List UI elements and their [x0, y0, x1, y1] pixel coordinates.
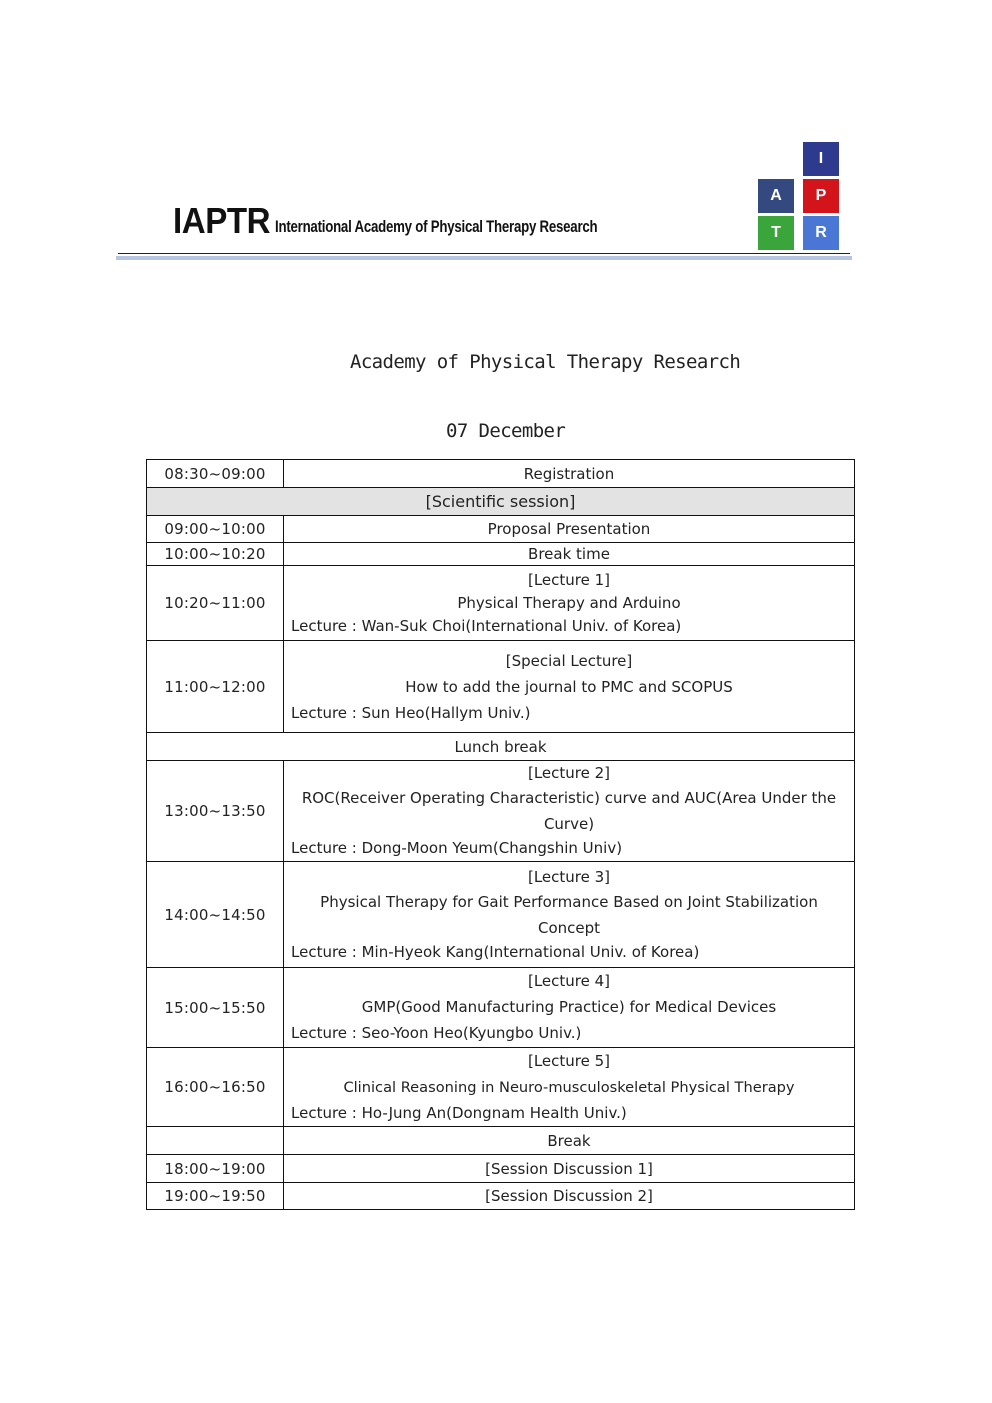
session-title: Registration — [523, 464, 615, 483]
content-cell — [284, 641, 855, 733]
session-title: [Session Discussion 1] — [485, 1159, 653, 1178]
content-cell — [284, 862, 855, 968]
logo-tile-r: R — [803, 216, 839, 250]
lecturer: Lecture : Sun Heo(Hallym Univ.) — [291, 703, 531, 722]
lecturer: Lecture : Dong-Moon Yeum(Changshin Univ) — [291, 839, 623, 857]
table-row — [147, 1127, 855, 1155]
content-cell — [284, 1155, 855, 1183]
time-cell — [147, 1127, 284, 1155]
table-row — [147, 733, 855, 761]
document-title: Academy of Physical Therapy Research — [350, 351, 741, 373]
content-cell — [284, 968, 855, 1048]
time-cell: 14:00~14:50 — [147, 862, 284, 968]
table-row — [147, 516, 855, 543]
content-cell — [284, 1048, 855, 1127]
table-row — [147, 761, 855, 862]
session-title: Break — [547, 1131, 591, 1150]
lecture-topic: Physical Therapy and Arduino — [457, 593, 681, 612]
table-row — [147, 641, 855, 733]
content-cell — [284, 543, 855, 566]
lecturer: Lecture : Ho-Jung An(Dongnam Health Univ.) — [291, 1103, 627, 1122]
content-cell — [284, 566, 855, 641]
logo-tile-p: P — [803, 179, 839, 213]
time-cell: 09:00~10:00 — [147, 516, 284, 543]
table-row — [147, 862, 855, 968]
lunch-break-cell: Lunch break — [147, 733, 855, 761]
table-row — [147, 1155, 855, 1183]
time-cell: 08:30~09:00 — [147, 460, 284, 488]
time-cell: 10:20~11:00 — [147, 566, 284, 641]
brand-header — [173, 198, 688, 240]
session-title: Break time — [528, 545, 610, 563]
logo-tile-t: T — [758, 216, 794, 250]
logo-tile-i: I — [803, 142, 839, 176]
table-row — [147, 566, 855, 641]
time-cell: 10:00~10:20 — [147, 543, 284, 566]
session-title: Proposal Presentation — [487, 520, 651, 538]
time-cell: 19:00~19:50 — [147, 1183, 284, 1210]
header-divider-accent — [116, 256, 852, 260]
time-cell: 11:00~12:00 — [147, 641, 284, 733]
lecturer: Lecture : Wan-Suk Choi(International Univ. of Korea) — [291, 616, 682, 635]
lecture-topic: How to add the journal to PMC and SCOPUS — [405, 677, 733, 696]
lecturer: Lecture : Min-Hyeok Kang(International Univ. of Korea) — [291, 942, 700, 961]
content-cell — [284, 460, 855, 488]
table-row — [147, 543, 855, 566]
lecture-label: [Lecture 5] — [527, 1051, 611, 1070]
lecture-topic: Clinical Reasoning in Neuro-musculoskeletal Physical Therapy — [343, 1078, 795, 1096]
lecture-label: [Special Lecture] — [505, 651, 633, 670]
time-cell: 13:00~13:50 — [147, 761, 284, 862]
time-cell: 18:00~19:00 — [147, 1155, 284, 1183]
lecture-topic: GMP(Good Manufacturing Practice) for Medical Devices — [361, 998, 777, 1016]
lecture-topic: ROC(Receiver Operating Characteristic) curve and AUC(Area Under the Curve) — [301, 789, 837, 833]
lecture-label: [Lecture 3] — [527, 867, 611, 886]
section-header: [Scientific session] — [147, 488, 855, 516]
lecture-label: [Lecture 4] — [527, 972, 611, 990]
table-row — [147, 460, 855, 488]
schedule-table — [146, 459, 855, 1210]
logo-tile-a: A — [758, 179, 794, 213]
lecture-label: [Lecture 1] — [527, 570, 611, 589]
lecture-label: [Lecture 2] — [527, 764, 611, 782]
session-title: [Session Discussion 2] — [485, 1187, 653, 1205]
content-cell — [284, 1183, 855, 1210]
lecture-topic: Physical Therapy for Gait Performance Based on Joint Stabilization Concept — [320, 892, 818, 937]
content-cell — [284, 1127, 855, 1155]
time-cell: 16:00~16:50 — [147, 1048, 284, 1127]
header-divider — [118, 253, 850, 254]
document-date: 07 December — [446, 420, 566, 442]
time-cell: 15:00~15:50 — [147, 968, 284, 1048]
content-cell — [284, 516, 855, 543]
lecturer: Lecture : Seo-Yoon Heo(Kyungbo Univ.) — [291, 1024, 582, 1042]
brand-full-name: International Academy of Physical Therapy Research — [274, 217, 597, 236]
section-row — [147, 488, 855, 516]
table-row — [147, 1183, 855, 1210]
content-cell — [284, 761, 855, 862]
table-row — [147, 1048, 855, 1127]
table-row — [147, 968, 855, 1048]
brand-acronym: IAPTR — [173, 200, 271, 241]
